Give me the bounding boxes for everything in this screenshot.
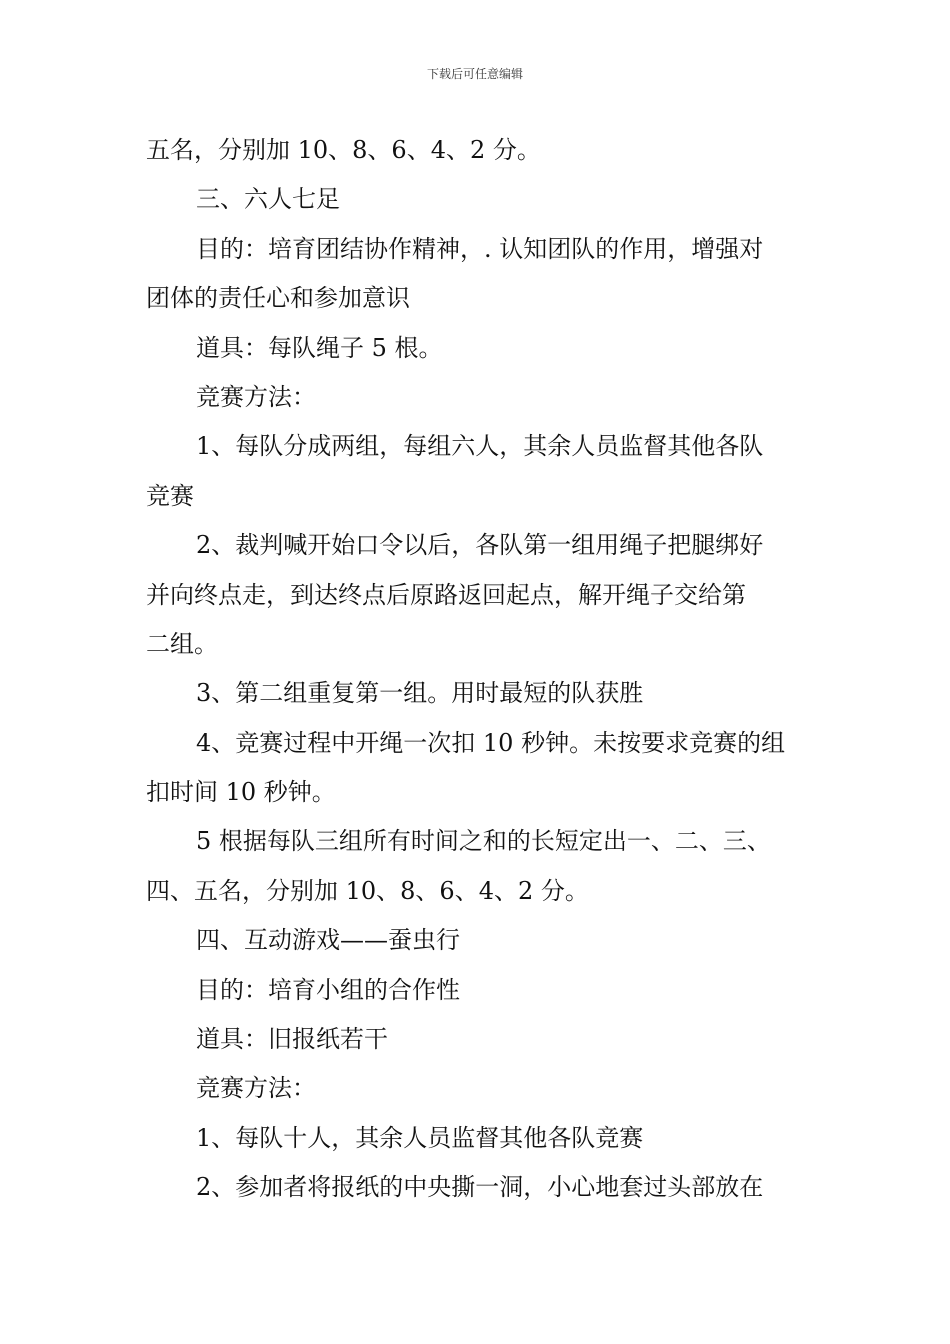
section-heading: 四、互动游戏——蚕虫行 — [196, 926, 460, 955]
text-line: 目的：培育小组的合作性 — [196, 975, 460, 1004]
text-line: 四、五名，分别加 10、8、6、4、2 分。 — [146, 876, 589, 905]
list-item: 4、竞赛过程中开绳一次扣 10 秒钟。未按要求竞赛的组 — [196, 728, 786, 757]
list-item: 1、每队十人，其余人员监督其他各队竞赛 — [196, 1123, 644, 1152]
list-item: 2、参加者将报纸的中央撕一洞，小心地套过头部放在 — [196, 1173, 764, 1202]
list-item: 1、每队分成两组，每组六人，其余人员监督其他各队 — [196, 432, 764, 461]
section-heading: 三、六人七足 — [196, 185, 340, 214]
text-line: 扣时间 10 秒钟。 — [146, 778, 336, 807]
text-line: 目的：培育团结协作精神，. 认知团队的作用，增强对 — [196, 234, 764, 263]
text-line: 道具：每队绳子 5 根。 — [196, 333, 443, 362]
text-line: 五名，分别加 10、8、6、4、2 分。 — [146, 136, 541, 164]
list-item: 3、第二组重复第一组。用时最短的队获胜 — [196, 679, 644, 708]
text-line: 二组。 — [146, 629, 218, 658]
page-header: 下载后可任意编辑 — [426, 67, 523, 81]
list-item: 5 根据每队三组所有时间之和的长短定出一、二、三、 — [196, 827, 771, 856]
text-line: 并向终点走，到达终点后原路返回起点，解开绳子交给第 — [146, 580, 746, 609]
list-item: 2、裁判喊开始口令以后，各队第一组用绳子把腿绑好 — [196, 531, 764, 560]
text-line: 道具：旧报纸若干 — [196, 1025, 388, 1054]
text-line: 竞赛方法： — [196, 382, 316, 411]
text-line: 团体的责任心和参加意识 — [146, 284, 410, 313]
text-line: 竞赛 — [146, 481, 194, 510]
text-line: 竞赛方法： — [196, 1074, 316, 1103]
document-body — [146, 126, 814, 1213]
